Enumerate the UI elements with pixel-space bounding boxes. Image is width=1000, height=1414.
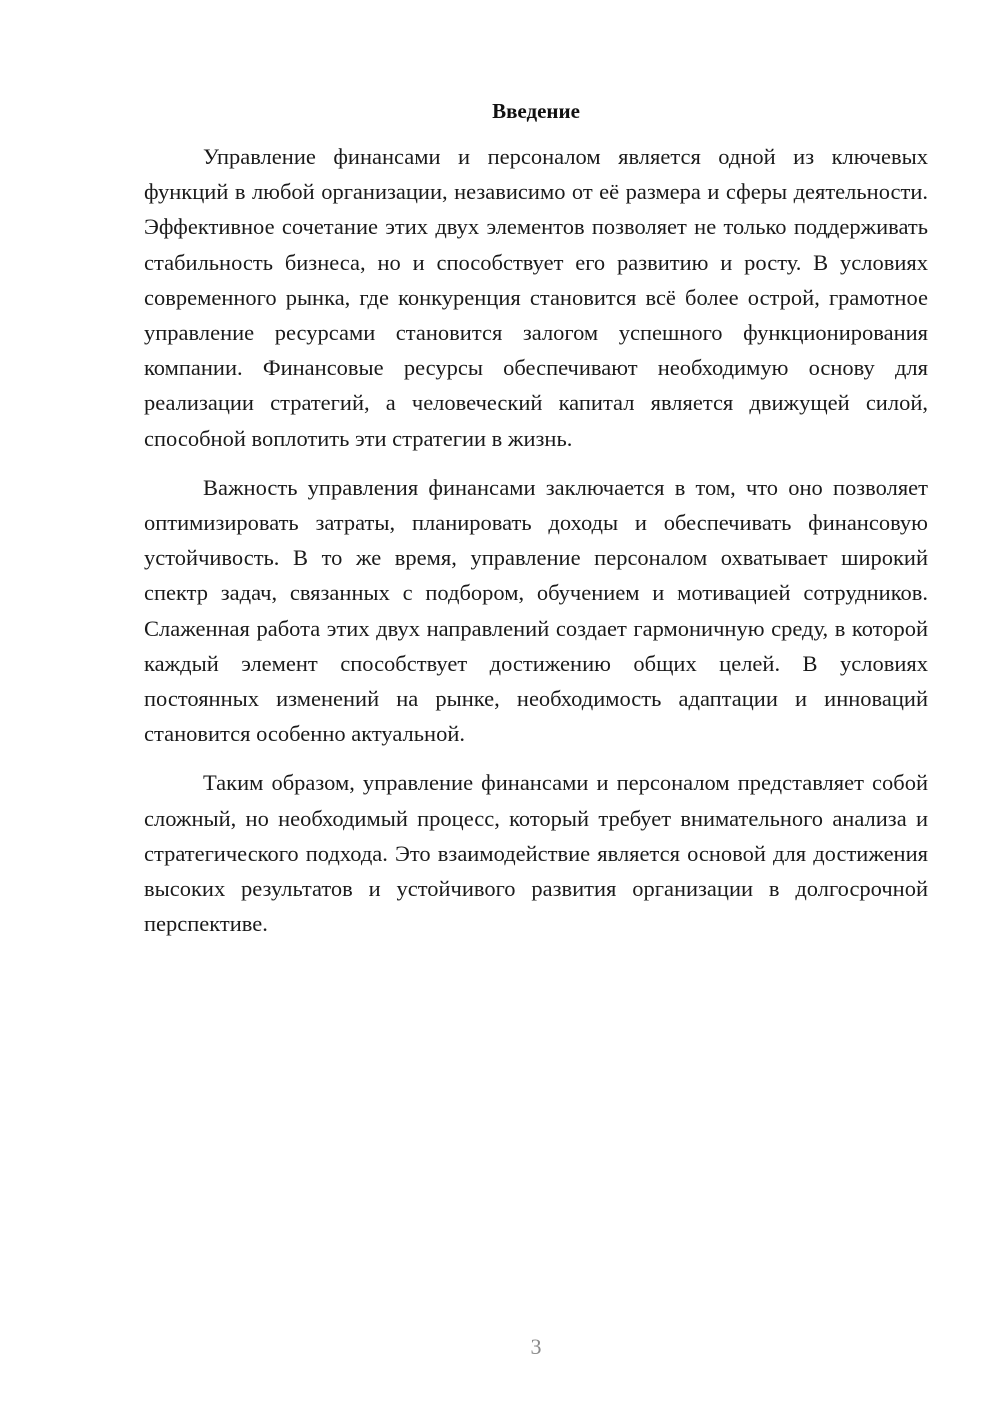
paragraph-3: Таким образом, управление финансами и персоналом представляет собой сложный, но необходимый процесс, который требует внимательного анализа и стратегического подхода. Это взаимодействие является основой для достижения высоких результатов и устойчивого развития организации в долгосрочной перспективе. [144, 770, 928, 937]
page-number: 3 [530, 1334, 542, 1359]
section-heading: Введение [492, 99, 580, 123]
paragraph-1: Управление финансами и персоналом является одной из ключевых функций в любой организации, независимо от её размера и сферы деятельности. Эффективное сочетание этих двух элементов позволяет не только поддерживать стабильность бизнеса, но и способствует его развитию и росту. В условиях современного рынка, где конкуренция становится всё более острой, грамотное управление ресурсами становится залогом успешного функционирования компании. Финансовые ресурсы обеспечивают необходимую основу для реализации стратегий, а человеческий капитал является движущей силой, способной воплотить эти стратегии в жизнь. [144, 144, 928, 451]
paragraph-2: Важность управления финансами заключается в том, что оно позволяет оптимизировать затраты, планировать доходы и обеспечивать финансовую устойчивость. В то же время, управление персоналом охватывает широкий спектр задач, связанных с подбором, обучением и мотивацией сотрудников. Слаженная работа этих двух направлений создает гармоничную среду, в которой каждый элемент способствует достижению общих целей. В условиях постоянных изменений на рынке, необходимость адаптации и инноваций становится особенно актуальной. [144, 474, 928, 747]
page-content [144, 96, 928, 955]
